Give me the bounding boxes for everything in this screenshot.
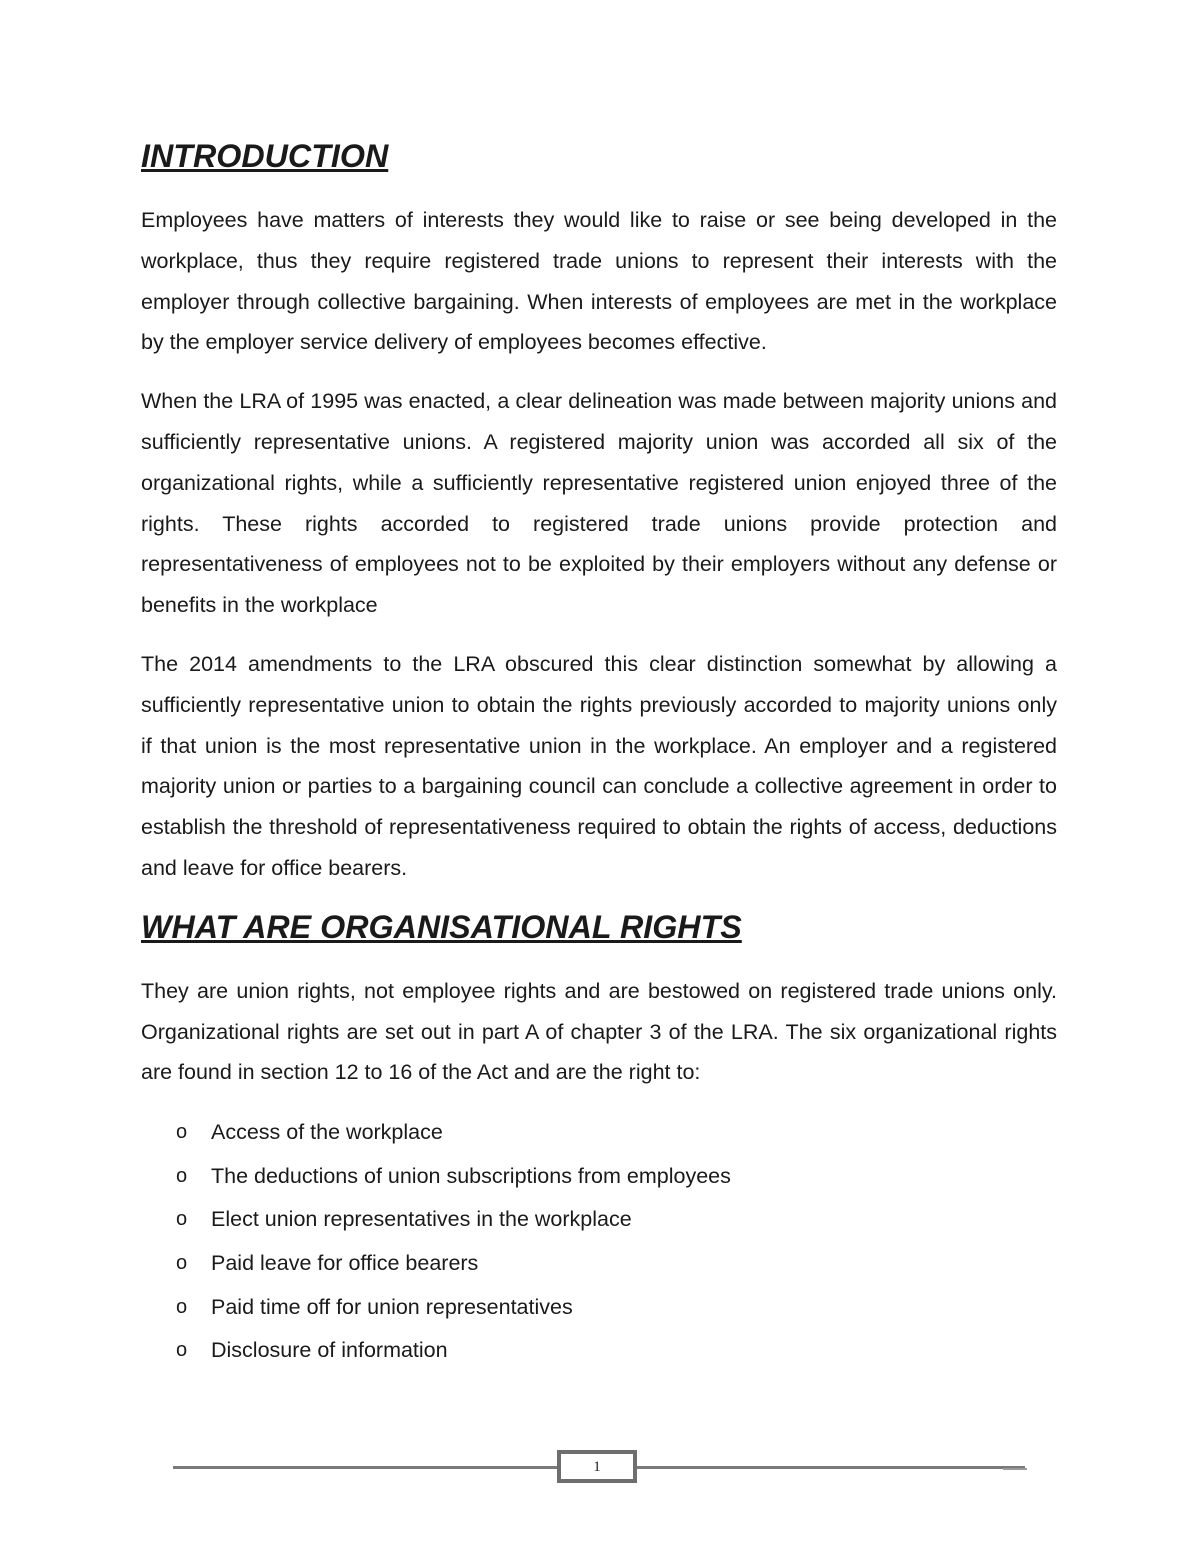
bullet-icon: o xyxy=(176,1295,188,1318)
bullet-icon: o xyxy=(176,1339,188,1362)
list-item xyxy=(141,1198,1057,1242)
introduction-heading: INTRODUCTION xyxy=(141,138,389,174)
list-item-text: The deductions of union subscriptions from employees xyxy=(211,1163,731,1188)
organisational-rights-heading: WHAT ARE ORGANISATIONAL RIGHTS xyxy=(141,908,742,945)
list-item xyxy=(141,1329,1057,1373)
list-item-text: Elect union representatives in the workplace xyxy=(211,1207,632,1232)
introduction-paragraph-3: The 2014 amendments to the LRA obscured this clear distinction somewhat by allowing a sufficiently representative union to obtain the rights previously accorded to majority unions only if that union is the most representative union in the workplace. An employer and a registered majority union or parties to a bargaining council can conclude a collective agreement in order to establish the threshold of representativeness required to obtain the rights of access, deductions and leave for office bearers. xyxy=(141,651,1057,880)
list-item-text: Access of the workplace xyxy=(211,1120,443,1145)
bullet-icon: o xyxy=(176,1164,188,1187)
page-content xyxy=(141,140,1057,1373)
bullet-icon: o xyxy=(176,1208,188,1231)
introduction-paragraph-2: When the LRA of 1995 was enacted, a clear delineation was made between majority unions and sufficiently representative unions. A registered majority union was accorded all six of the organizational rights, while a sufficiently representative registered union enjoyed three of the rights. These rights accorded to registered trade unions provide protection and representativeness of employees not to be exploited by their employers without any defense or benefits in the workplace xyxy=(141,389,1057,618)
introduction-paragraph-1: Employees have matters of interests they would like to raise or see being developed in the workplace, thus they require registered trade unions to represent their interests with the employer through collective bargaining. When interests of employees are met in the workplace by the employer service delivery of employees becomes effective. xyxy=(141,208,1057,355)
bullet-icon: o xyxy=(176,1121,188,1144)
list-item-text: Paid time off for union representatives xyxy=(211,1294,573,1319)
list-item-text: Paid leave for office bearers xyxy=(211,1250,479,1275)
page-number: 1 xyxy=(557,1450,637,1483)
organisational-rights-list xyxy=(141,1111,1057,1373)
organisational-rights-paragraph: They are union rights, not employee rights and are bestowed on registered trade unions only. Organizational rights are set out in part A of chapter 3 of the LRA. The six organizational rights are found in section 12 to 16 of the Act and are the right to: xyxy=(141,978,1057,1085)
list-item xyxy=(141,1155,1057,1199)
footer-rule-end xyxy=(1003,1468,1027,1470)
bullet-icon: o xyxy=(176,1251,188,1274)
list-item xyxy=(141,1111,1057,1155)
list-item-text: Disclosure of information xyxy=(211,1338,448,1363)
list-item xyxy=(141,1242,1057,1286)
list-item xyxy=(141,1286,1057,1330)
